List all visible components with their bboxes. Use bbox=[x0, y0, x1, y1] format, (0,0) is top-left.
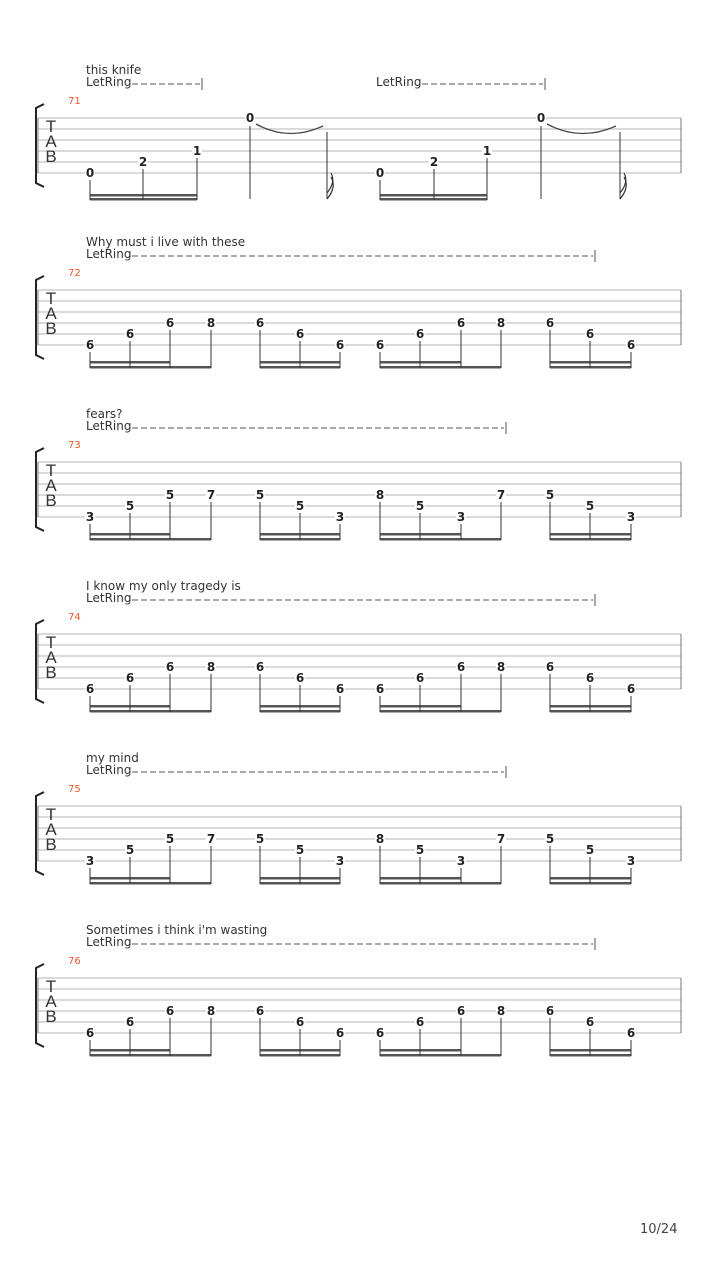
fret-number: 8 bbox=[496, 660, 506, 674]
beam-16th-primary bbox=[380, 366, 501, 369]
fret-number: 6 bbox=[585, 671, 595, 685]
fret-number: 6 bbox=[626, 338, 636, 352]
fret-number: 6 bbox=[585, 327, 595, 341]
fret-number: 6 bbox=[375, 338, 385, 352]
fret-number: 1 bbox=[482, 144, 492, 158]
beam-16th-primary bbox=[90, 882, 211, 885]
tab-clef-letter: T bbox=[45, 977, 57, 996]
fret-number: 3 bbox=[85, 854, 95, 868]
tab-clef-letter: B bbox=[45, 147, 57, 166]
tab-clef-letter: A bbox=[45, 132, 57, 151]
fret-number: 6 bbox=[85, 1026, 95, 1040]
tab-clef-letter: A bbox=[45, 648, 57, 667]
fret-number: 3 bbox=[456, 854, 466, 868]
fret-number: 3 bbox=[626, 854, 636, 868]
fret-number: 8 bbox=[206, 660, 216, 674]
beam-16th-primary bbox=[380, 1054, 501, 1057]
tab-clef-letter: A bbox=[45, 992, 57, 1011]
fret-number: 6 bbox=[255, 1004, 265, 1018]
system-bracket bbox=[36, 104, 44, 187]
system-bracket bbox=[36, 276, 44, 359]
fret-number: 6 bbox=[165, 316, 175, 330]
lyric-text: Why must i live with these bbox=[86, 235, 246, 249]
let-ring-label: LetRing bbox=[86, 763, 132, 777]
fret-number: 5 bbox=[125, 843, 135, 857]
tab-clef-letter: A bbox=[45, 476, 57, 495]
tab-clef-letter: T bbox=[45, 461, 57, 480]
tab-clef-letter: T bbox=[45, 633, 57, 652]
measure-number: 76 bbox=[68, 956, 81, 967]
fret-number: 8 bbox=[375, 832, 385, 846]
tab-clef-letter: B bbox=[45, 491, 57, 510]
fret-number: 3 bbox=[85, 510, 95, 524]
system-bracket bbox=[36, 792, 44, 875]
let-ring-label: LetRing bbox=[86, 935, 132, 949]
tab-clef-letter: A bbox=[45, 820, 57, 839]
fret-number: 5 bbox=[255, 832, 265, 846]
fret-number: 6 bbox=[415, 327, 425, 341]
fret-number: 8 bbox=[206, 1004, 216, 1018]
fret-number: 6 bbox=[165, 1004, 175, 1018]
fret-number: 5 bbox=[545, 832, 555, 846]
fret-number: 6 bbox=[125, 327, 135, 341]
fret-number: 6 bbox=[626, 1026, 636, 1040]
beam-16th-primary bbox=[380, 538, 501, 541]
lyric-text: I know my only tragedy is bbox=[86, 579, 241, 593]
let-ring-label: LetRing bbox=[86, 75, 132, 89]
fret-number: 8 bbox=[206, 316, 216, 330]
fret-number: 0 bbox=[245, 111, 255, 125]
fret-number: 6 bbox=[415, 1015, 425, 1029]
fret-number: 8 bbox=[375, 488, 385, 502]
measure-number: 73 bbox=[68, 440, 81, 451]
fret-number: 8 bbox=[496, 1004, 506, 1018]
fret-number: 6 bbox=[375, 682, 385, 696]
system-bracket bbox=[36, 620, 44, 703]
tab-clef-letter: B bbox=[45, 1007, 57, 1026]
fret-number: 6 bbox=[295, 327, 305, 341]
fret-number: 5 bbox=[415, 499, 425, 513]
measure-number: 71 bbox=[68, 96, 81, 107]
fret-number: 6 bbox=[335, 682, 345, 696]
let-ring-label: LetRing bbox=[376, 75, 422, 89]
fret-number: 3 bbox=[335, 854, 345, 868]
fret-number: 6 bbox=[545, 316, 555, 330]
lyric-text: Sometimes i think i'm wasting bbox=[86, 923, 268, 937]
fret-number: 3 bbox=[335, 510, 345, 524]
beam-16th-primary bbox=[90, 1054, 211, 1057]
fret-number: 5 bbox=[295, 843, 305, 857]
fret-number: 5 bbox=[165, 832, 175, 846]
fret-number: 5 bbox=[165, 488, 175, 502]
beam-16th-primary bbox=[90, 538, 211, 541]
fret-number: 6 bbox=[125, 1015, 135, 1029]
fret-number: 5 bbox=[585, 843, 595, 857]
fret-number: 2 bbox=[429, 155, 439, 169]
fret-number: 6 bbox=[255, 316, 265, 330]
fret-number: 7 bbox=[496, 488, 506, 502]
fret-number: 0 bbox=[85, 166, 95, 180]
measure-number: 72 bbox=[68, 268, 81, 279]
fret-number: 3 bbox=[626, 510, 636, 524]
lyric-text: fears? bbox=[86, 407, 123, 421]
tab-clef-letter: A bbox=[45, 304, 57, 323]
let-ring-label: LetRing bbox=[86, 419, 132, 433]
tab-clef-letter: B bbox=[45, 663, 57, 682]
measure-number: 74 bbox=[68, 612, 81, 623]
fret-number: 5 bbox=[545, 488, 555, 502]
fret-number: 5 bbox=[585, 499, 595, 513]
tab-clef-letter: T bbox=[45, 289, 57, 308]
fret-number: 6 bbox=[415, 671, 425, 685]
fret-number: 6 bbox=[255, 660, 265, 674]
lyric-text: this knife bbox=[86, 63, 142, 77]
fret-number: 6 bbox=[375, 1026, 385, 1040]
fret-number: 0 bbox=[375, 166, 385, 180]
fret-number: 7 bbox=[496, 832, 506, 846]
fret-number: 6 bbox=[85, 682, 95, 696]
fret-number: 6 bbox=[125, 671, 135, 685]
fret-number: 6 bbox=[335, 1026, 345, 1040]
fret-number: 6 bbox=[85, 338, 95, 352]
fret-number: 7 bbox=[206, 488, 216, 502]
fret-number: 7 bbox=[206, 832, 216, 846]
fret-number: 6 bbox=[165, 660, 175, 674]
beam-16th-primary bbox=[380, 882, 501, 885]
fret-number: 5 bbox=[255, 488, 265, 502]
tab-clef-letter: T bbox=[45, 117, 57, 136]
system-bracket bbox=[36, 964, 44, 1047]
fret-number: 6 bbox=[626, 682, 636, 696]
measure-number: 75 bbox=[68, 784, 81, 795]
beam-16th-primary bbox=[90, 710, 211, 713]
fret-number: 6 bbox=[456, 1004, 466, 1018]
fret-number: 6 bbox=[456, 316, 466, 330]
fret-number: 6 bbox=[456, 660, 466, 674]
fret-number: 3 bbox=[456, 510, 466, 524]
fret-number: 5 bbox=[295, 499, 305, 513]
tab-clef-letter: B bbox=[45, 835, 57, 854]
page-number: 10/24 bbox=[640, 1222, 678, 1237]
fret-number: 6 bbox=[295, 1015, 305, 1029]
beam-16th-primary bbox=[90, 366, 211, 369]
fret-number: 5 bbox=[415, 843, 425, 857]
fret-number: 5 bbox=[125, 499, 135, 513]
beam-16th-primary bbox=[380, 710, 501, 713]
lyric-text: my mind bbox=[86, 751, 139, 765]
fret-number: 8 bbox=[496, 316, 506, 330]
let-ring-label: LetRing bbox=[86, 591, 132, 605]
tab-clef-letter: B bbox=[45, 319, 57, 338]
let-ring-label: LetRing bbox=[86, 247, 132, 261]
fret-number: 1 bbox=[192, 144, 202, 158]
system-bracket bbox=[36, 448, 44, 531]
fret-number: 6 bbox=[545, 660, 555, 674]
fret-number: 0 bbox=[536, 111, 546, 125]
fret-number: 6 bbox=[585, 1015, 595, 1029]
fret-number: 6 bbox=[295, 671, 305, 685]
tab-clef-letter: T bbox=[45, 805, 57, 824]
fret-number: 2 bbox=[138, 155, 148, 169]
fret-number: 6 bbox=[545, 1004, 555, 1018]
fret-number: 6 bbox=[335, 338, 345, 352]
